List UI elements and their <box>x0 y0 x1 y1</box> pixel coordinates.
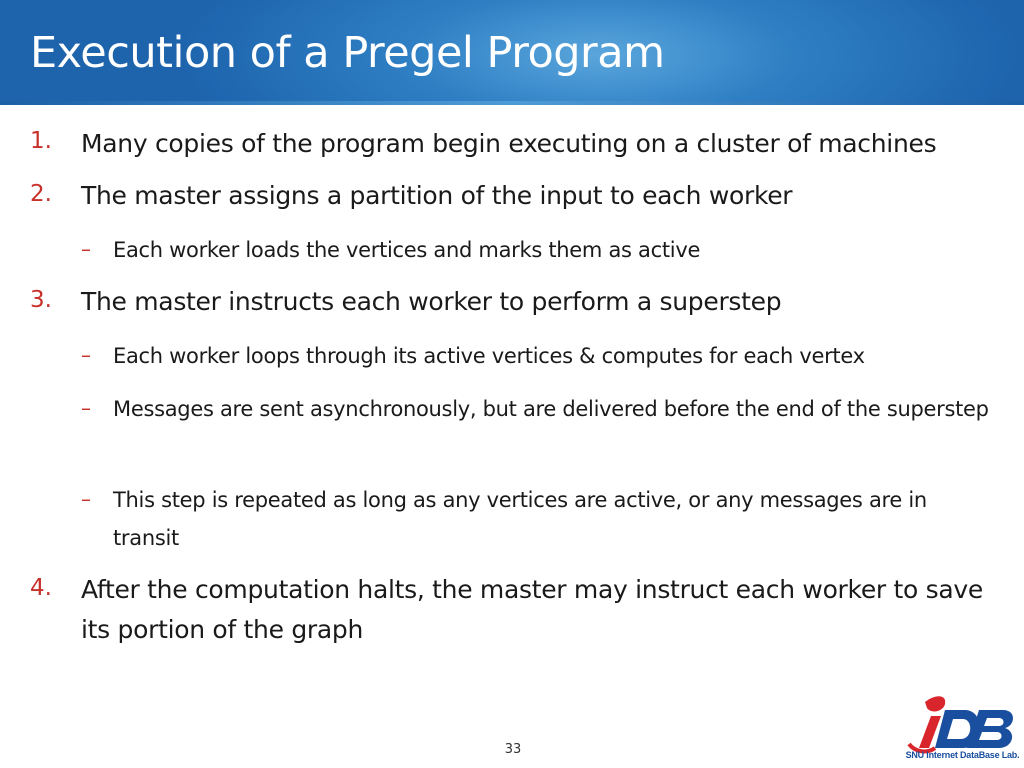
item-number: 4. <box>30 575 52 601</box>
item-text: After the computation halts, the master may instruct each worker to save its portion of the graph <box>81 575 983 644</box>
item-number: 2. <box>30 181 52 207</box>
page-number: 33 <box>504 742 522 757</box>
sub-item-text: Each worker loops through its active vertices & computes for each vertex <box>113 344 865 368</box>
logo-caption: SNU Internet DataBase Lab. <box>905 750 1020 760</box>
sub-item-text: Messages are sent asynchronously, but are delivered before the end of the superstep <box>113 397 989 421</box>
sub-item-dash: – <box>81 237 91 261</box>
item-number: 3. <box>30 287 52 313</box>
sub-item-text: This step is repeated as long as any vertices are active, or any messages are in transit <box>113 488 927 550</box>
sub-item-text: Each worker loads the vertices and marks them as active <box>113 238 701 262</box>
sub-item-dash: – <box>81 343 91 367</box>
item-number: 1. <box>30 128 52 154</box>
sub-item-dash: – <box>81 396 91 420</box>
slide-title: Execution of a Pregel Program <box>30 28 665 78</box>
item-text: The master assigns a partition of the input to each worker <box>81 181 793 210</box>
sub-item-dash: – <box>81 487 91 511</box>
item-text: Many copies of the program begin executing on a cluster of machines <box>81 129 937 158</box>
item-text: The master instructs each worker to perform a superstep <box>81 287 782 316</box>
